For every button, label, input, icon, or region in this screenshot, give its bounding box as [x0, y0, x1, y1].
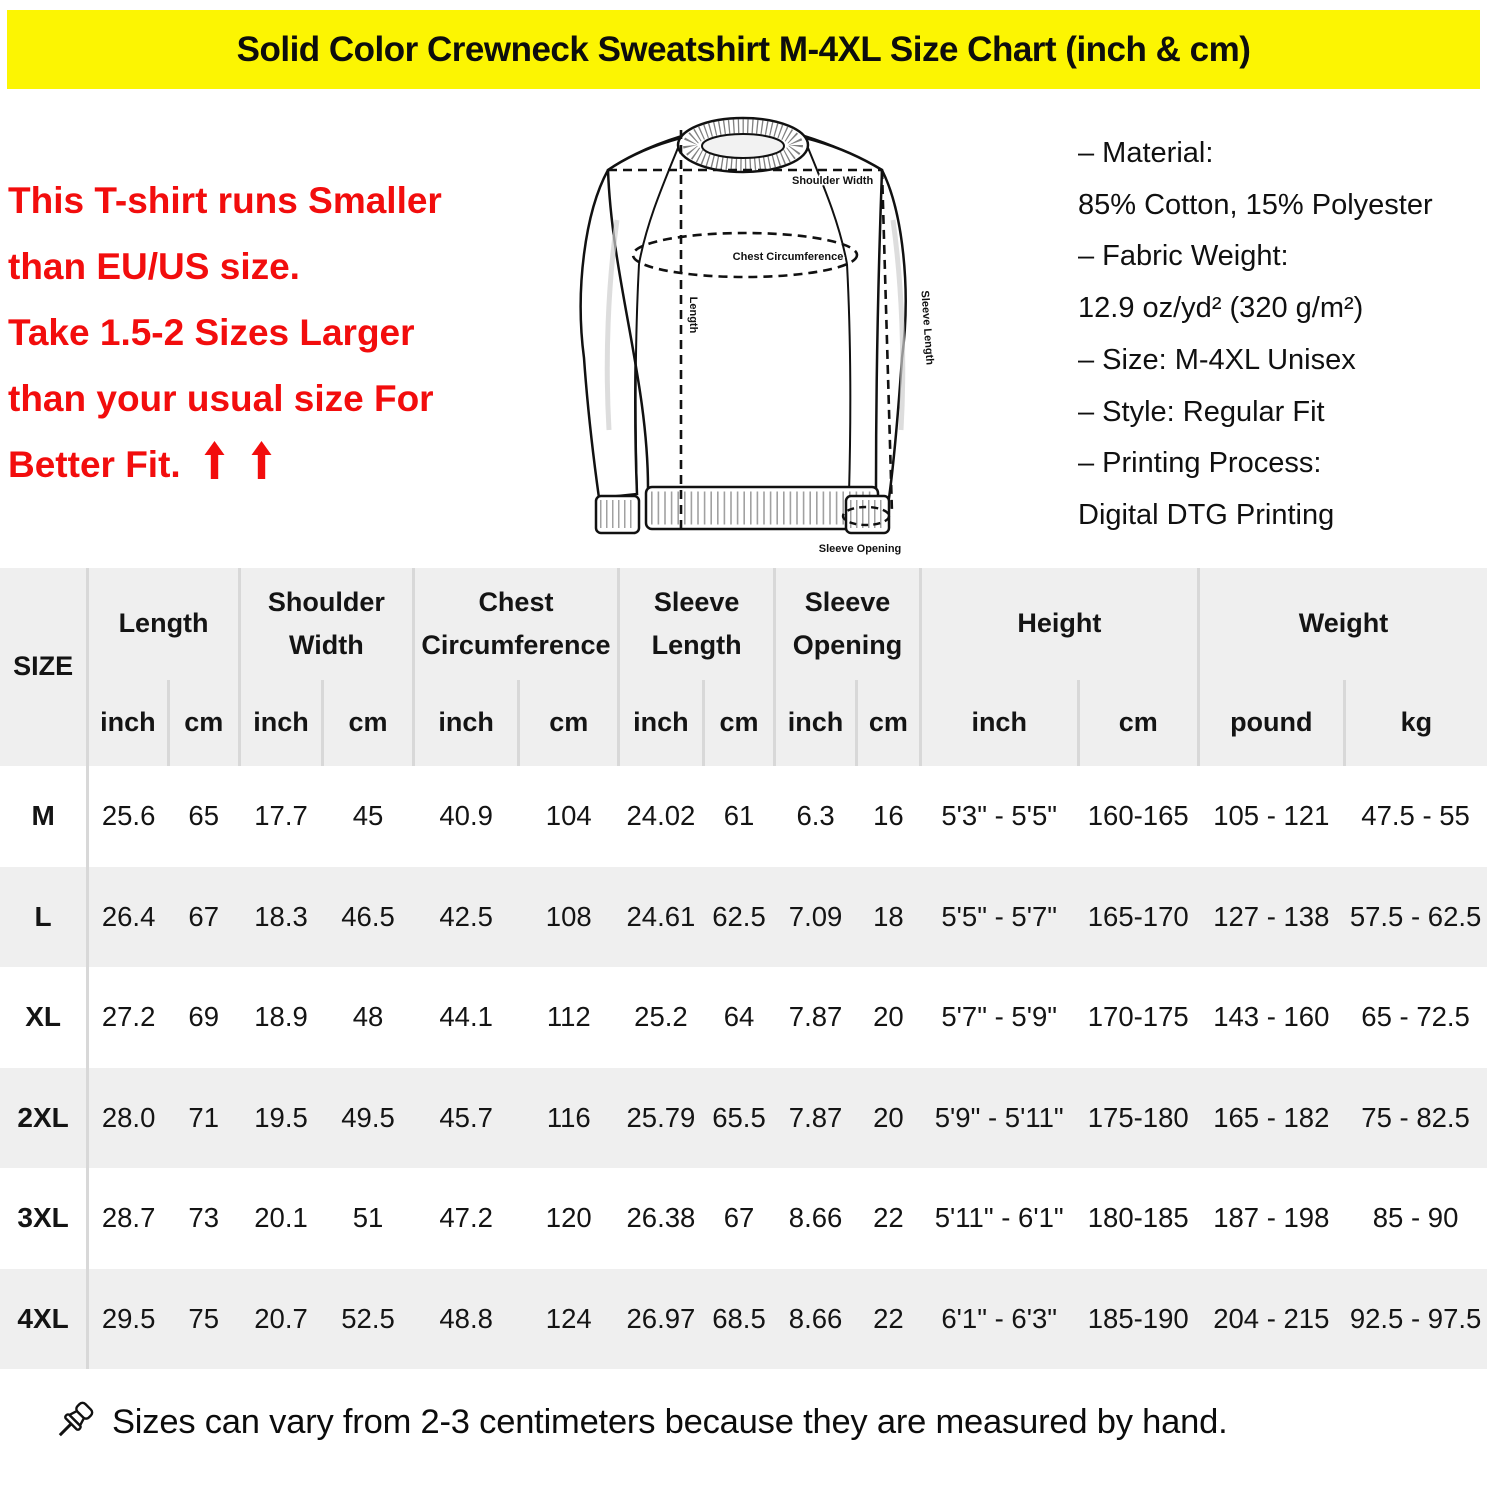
value-cell: 68.5	[712, 1302, 766, 1334]
value-cell: 29.5	[101, 1302, 156, 1334]
value-cell: 26.38	[626, 1202, 696, 1234]
value-cell: 7.87	[788, 1001, 843, 1033]
notice-line: This T-shirt runs Smaller	[8, 180, 442, 221]
group-header-sleeve-length: Sleeve Length	[619, 568, 775, 680]
value-cell: 61	[723, 800, 755, 832]
group-header-height: Height	[920, 568, 1198, 680]
value-cell: 175-180	[1087, 1101, 1189, 1133]
value-cell: 67	[723, 1202, 755, 1234]
value-cell: 92.5 - 97.5	[1349, 1302, 1482, 1334]
table-row	[0, 1068, 1487, 1169]
value-cell: 170-175	[1087, 1001, 1189, 1033]
shoulder-width-label: Shoulder Width	[792, 175, 874, 187]
value-cell: 20	[873, 1001, 904, 1033]
value-cell: 47.5 - 55	[1361, 800, 1470, 832]
value-cell: 26.97	[626, 1302, 696, 1334]
pushpin-icon	[52, 1398, 96, 1446]
size-column-header: SIZE	[0, 568, 88, 766]
size-table	[0, 568, 1487, 1369]
value-cell: 165 - 182	[1213, 1101, 1330, 1133]
value-cell: 105 - 121	[1213, 800, 1330, 832]
value-cell: 20.7	[254, 1302, 308, 1334]
value-cell: 5'11" - 6'1"	[934, 1202, 1064, 1234]
value-cell: 48.8	[439, 1302, 493, 1334]
value-cell: 42.5	[439, 900, 493, 932]
value-cell: 40.9	[439, 800, 493, 832]
value-cell: 204 - 215	[1213, 1302, 1330, 1334]
value-cell: 18.3	[254, 900, 308, 932]
value-cell: 20	[873, 1101, 904, 1133]
value-cell: 25.6	[101, 800, 156, 832]
value-cell: 20.1	[254, 1202, 308, 1234]
notice-line: Better Fit.	[8, 444, 181, 485]
info-line: – Material:	[1078, 137, 1214, 169]
title-banner	[7, 10, 1480, 89]
value-cell: 143 - 160	[1213, 1001, 1330, 1033]
value-cell: 108	[545, 900, 592, 932]
value-cell: 6'1" - 6'3"	[941, 1302, 1058, 1334]
collar-inner	[702, 134, 784, 158]
unit-header: cm	[1078, 680, 1198, 766]
unit-header: kg	[1344, 680, 1487, 766]
unit-header: cm	[703, 680, 774, 766]
value-cell: 71	[188, 1101, 219, 1133]
unit-header: cm	[519, 680, 619, 766]
value-cell: 5'7" - 5'9"	[941, 1001, 1058, 1033]
value-cell: 5'3" - 5'5"	[941, 800, 1058, 832]
value-cell: 112	[546, 1001, 591, 1033]
table-row	[0, 867, 1487, 968]
value-cell: 19.5	[254, 1101, 308, 1133]
sleeve-opening-label: Sleeve Opening	[818, 543, 902, 555]
unit-header: inch	[775, 680, 857, 766]
value-cell: 65 - 72.5	[1361, 1001, 1470, 1033]
info-line: – Printing Process:	[1078, 447, 1322, 480]
value-cell: 17.7	[254, 800, 308, 832]
table-row	[0, 766, 1487, 867]
footer-note-text: Sizes can vary from 2-3 centimeters because they are measured by hand.	[112, 1402, 1228, 1441]
notice-line-last	[8, 432, 538, 498]
value-cell: 180-185	[1087, 1202, 1189, 1234]
up-arrow-icon	[248, 439, 275, 481]
unit-header: inch	[920, 680, 1078, 766]
value-cell: 57.5 - 62.5	[1349, 900, 1482, 932]
info-line: – Style: Regular Fit	[1078, 395, 1325, 428]
unit-header: inch	[413, 680, 519, 766]
info-line: – Fabric Weight:	[1078, 240, 1289, 273]
value-cell: 124	[545, 1302, 592, 1334]
length-label: Length	[687, 296, 699, 334]
value-cell: 73	[188, 1202, 219, 1234]
value-cell: 16	[873, 800, 904, 832]
group-header-sleeve-opening: Sleeve Opening	[775, 568, 921, 680]
value-cell: 6.3	[796, 800, 835, 832]
size-table-body	[0, 766, 1487, 1369]
group-header-shoulder-width: Shoulder Width	[239, 568, 413, 680]
notice-line: than EU/US size.	[8, 246, 300, 287]
value-cell: 24.61	[626, 900, 696, 932]
chest-circumference-label: Chest Circumference	[732, 251, 844, 263]
unit-header: inch	[619, 680, 704, 766]
value-cell: 75 - 82.5	[1361, 1101, 1470, 1133]
size-cell: 4XL	[0, 1269, 88, 1370]
value-cell: 18	[873, 900, 904, 932]
value-cell: 75	[188, 1302, 219, 1334]
value-cell: 51	[352, 1202, 384, 1234]
value-cell: 47.2	[439, 1202, 493, 1234]
value-cell: 187 - 198	[1213, 1202, 1330, 1234]
value-cell: 127 - 138	[1213, 900, 1330, 932]
unit-header: cm	[168, 680, 239, 766]
table-row	[0, 967, 1487, 1068]
unit-header: cm	[856, 680, 920, 766]
size-cell: 3XL	[0, 1168, 88, 1269]
value-cell: 22	[873, 1302, 904, 1334]
value-cell: 24.02	[626, 800, 696, 832]
size-cell: 2XL	[0, 1068, 88, 1169]
notice-line: Take 1.5-2 Sizes Larger	[8, 312, 415, 353]
unit-header: pound	[1198, 680, 1344, 766]
unit-header: inch	[239, 680, 322, 766]
value-cell: 5'9" - 5'11"	[934, 1101, 1064, 1133]
value-cell: 120	[545, 1202, 592, 1234]
value-cell: 25.79	[626, 1101, 696, 1133]
sleeve-length-label: Sleeve Length	[918, 290, 936, 366]
table-row	[0, 1168, 1487, 1269]
table-row	[0, 1269, 1487, 1370]
value-cell: 18.9	[254, 1001, 308, 1033]
value-cell: 45	[352, 800, 384, 832]
value-cell: 64	[723, 1001, 755, 1033]
left-cuff	[596, 496, 639, 533]
value-cell: 28.0	[101, 1101, 156, 1133]
size-cell: M	[0, 766, 88, 867]
info-line: 85% Cotton, 15% Polyester	[1078, 188, 1433, 221]
value-cell: 62.5	[712, 900, 766, 932]
sizing-notice	[8, 168, 538, 498]
page-title: Solid Color Crewneck Sweatshirt M-4XL Size Chart (inch & cm)	[236, 29, 1251, 69]
sweatshirt-diagram	[545, 100, 1025, 570]
info-line: Digital DTG Printing	[1078, 498, 1335, 531]
group-header-length: Length	[88, 568, 240, 680]
group-header-weight: Weight	[1198, 568, 1487, 680]
group-header-chest-circumference: Chest Circumference	[413, 568, 618, 680]
footer-note	[52, 1398, 1472, 1446]
value-cell: 25.2	[634, 1001, 688, 1033]
value-cell: 7.09	[788, 900, 843, 932]
right-cuff	[846, 496, 889, 533]
unit-header: cm	[323, 680, 414, 766]
value-cell: 65	[188, 800, 219, 832]
value-cell: 27.2	[101, 1001, 156, 1033]
value-cell: 44.1	[439, 1001, 493, 1033]
value-cell: 22	[873, 1202, 904, 1234]
value-cell: 65.5	[712, 1101, 766, 1133]
value-cell: 52.5	[341, 1302, 395, 1334]
value-cell: 7.87	[788, 1101, 843, 1133]
value-cell: 116	[546, 1101, 591, 1133]
value-cell: 45.7	[439, 1101, 493, 1133]
value-cell: 48	[352, 1001, 384, 1033]
value-cell: 8.66	[788, 1302, 843, 1334]
value-cell: 165-170	[1087, 900, 1189, 932]
value-cell: 67	[188, 900, 219, 932]
value-cell: 28.7	[101, 1202, 156, 1234]
value-cell: 69	[188, 1001, 219, 1033]
info-line: 12.9 oz/yd² (320 g/m²)	[1078, 292, 1364, 325]
value-cell: 85 - 90	[1372, 1202, 1459, 1234]
up-arrow-icon	[201, 439, 228, 481]
size-cell: L	[0, 867, 88, 968]
notice-line: than your usual size For	[8, 378, 434, 419]
value-cell: 160-165	[1087, 800, 1189, 832]
product-info	[1078, 128, 1480, 542]
value-cell: 104	[545, 800, 592, 832]
value-cell: 26.4	[101, 900, 156, 932]
value-cell: 8.66	[788, 1202, 843, 1234]
value-cell: 49.5	[341, 1101, 395, 1133]
value-cell: 46.5	[341, 900, 395, 932]
size-cell: XL	[0, 967, 88, 1068]
info-line: – Size: M-4XL Unisex	[1078, 343, 1356, 376]
value-cell: 185-190	[1087, 1302, 1189, 1334]
unit-header: inch	[88, 680, 168, 766]
value-cell: 5'5" - 5'7"	[941, 900, 1058, 932]
